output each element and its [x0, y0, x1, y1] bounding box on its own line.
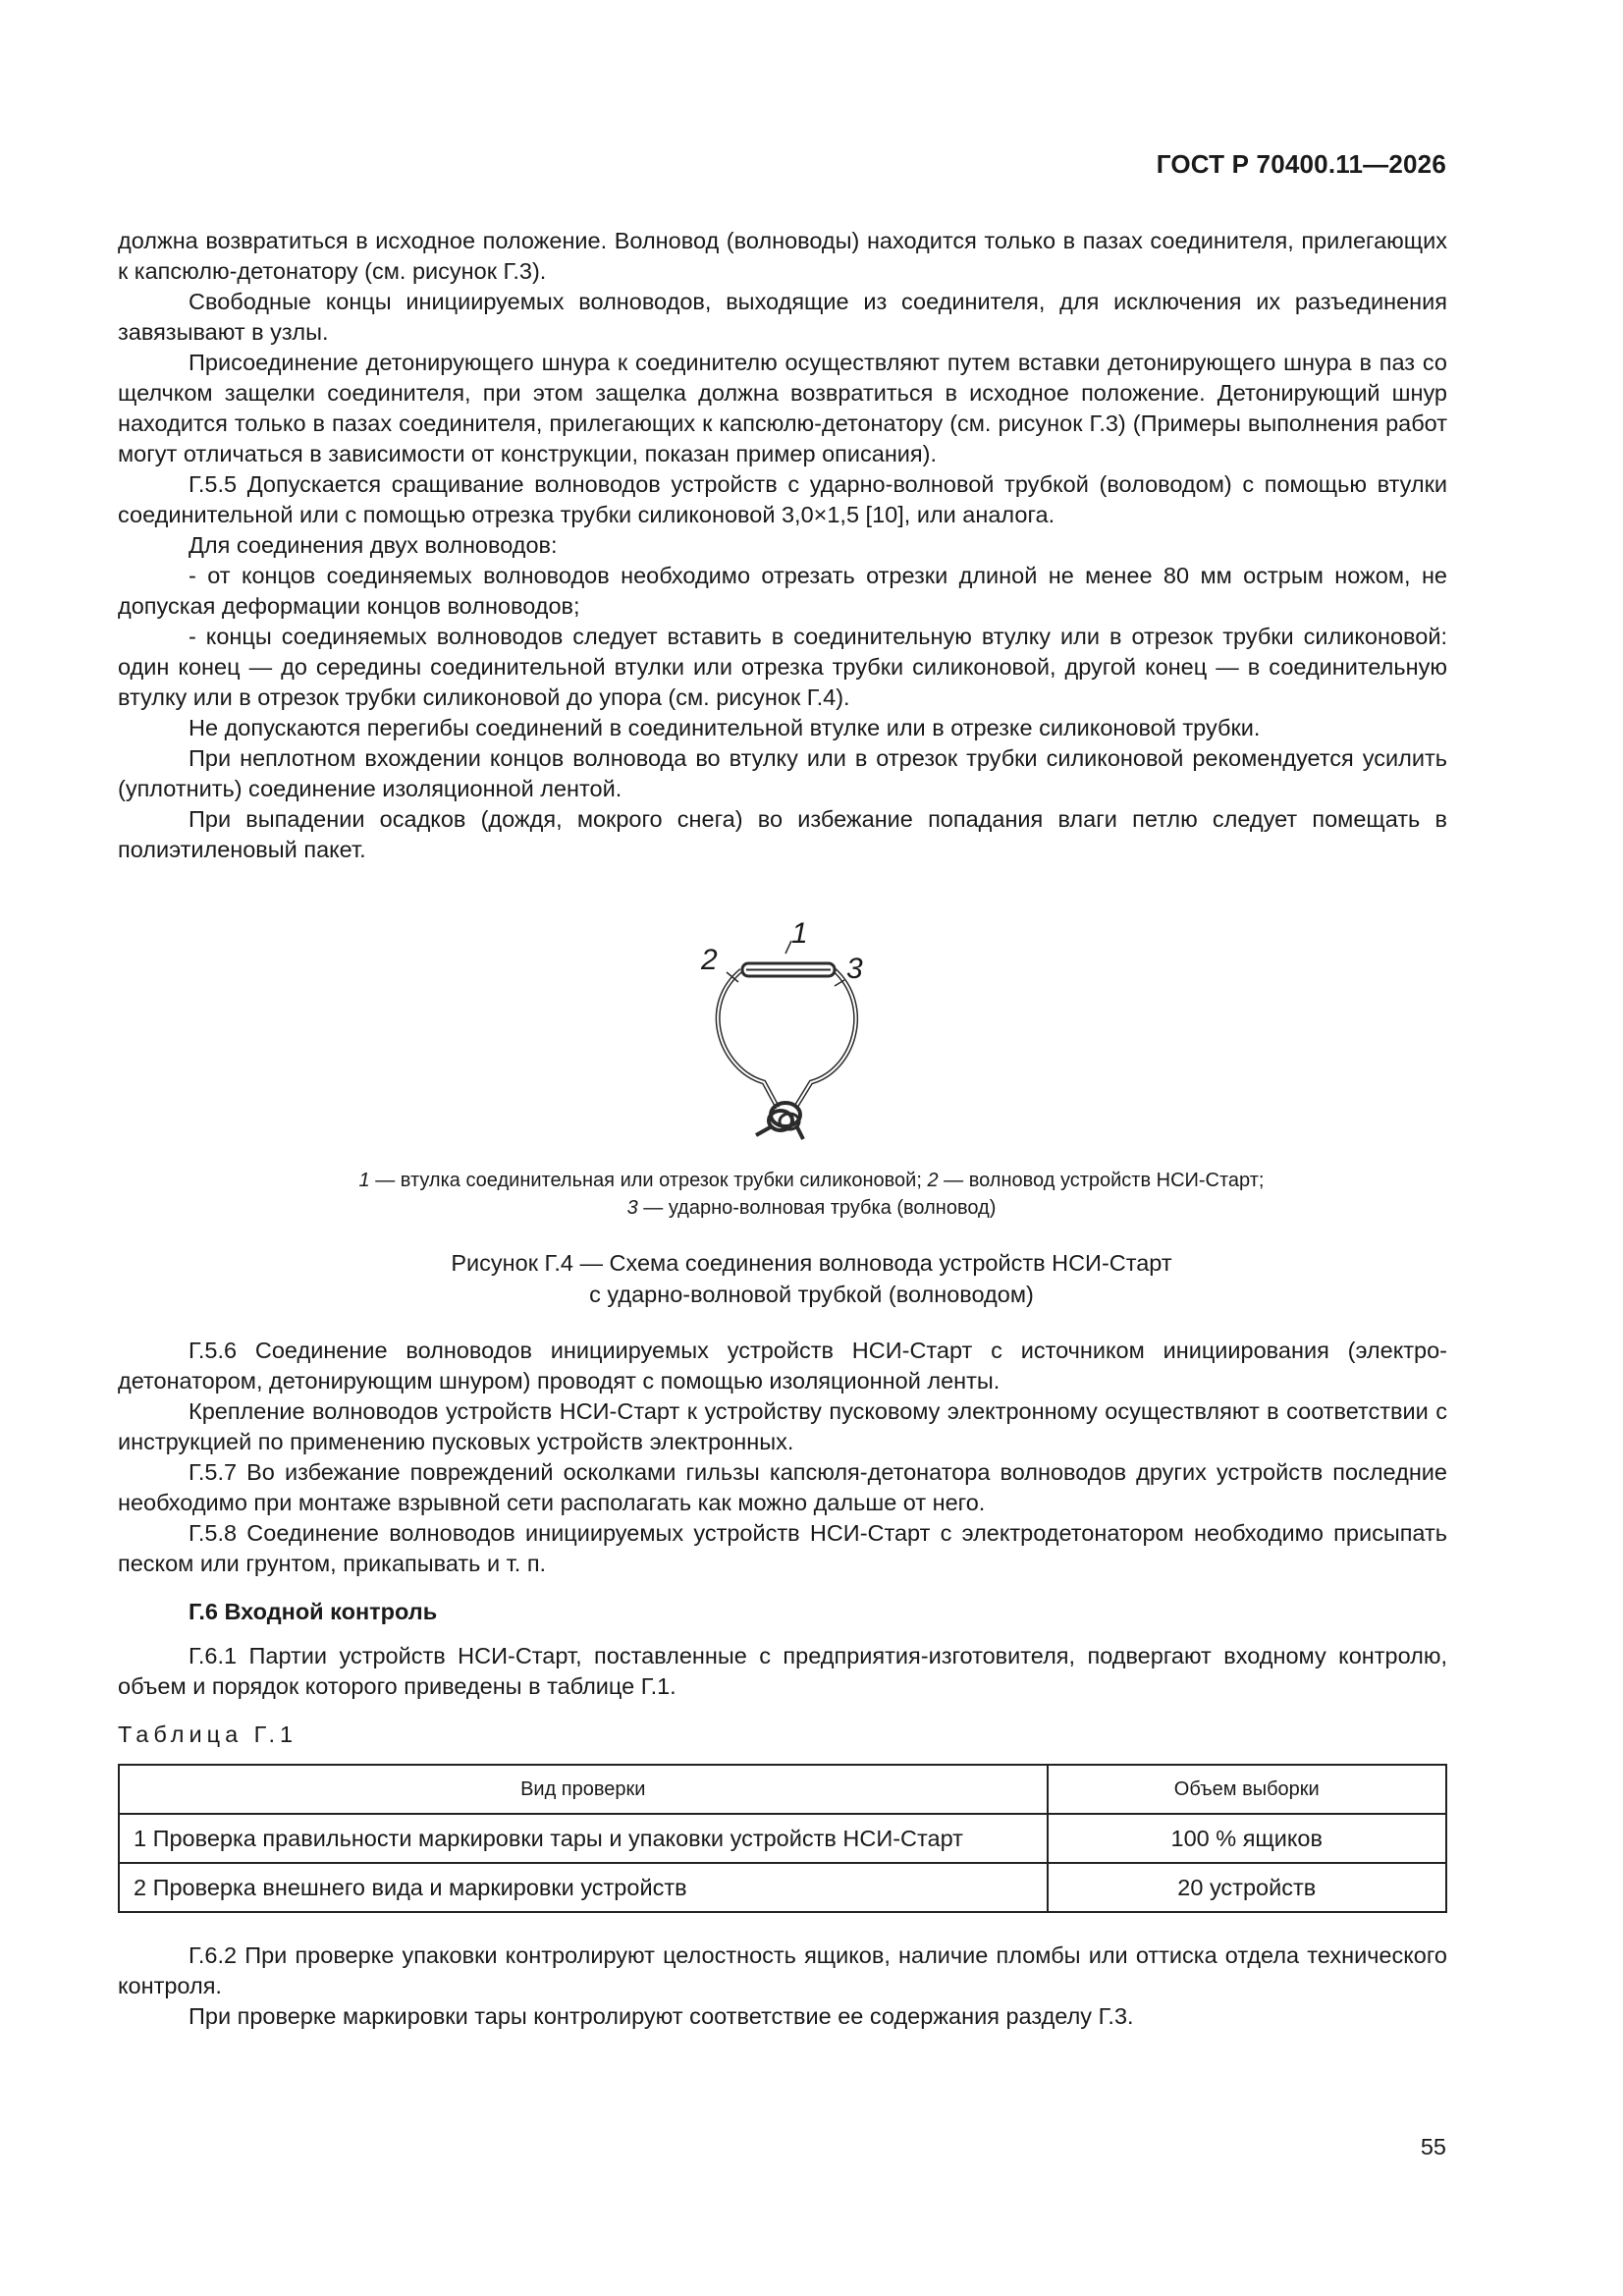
text-block-top — [118, 226, 1447, 865]
caption-line: Рисунок Г.4 — Схема соединения волновода устройств НСИ-Старт — [451, 1250, 1172, 1276]
section-heading: Г.6 Входной контроль — [189, 1599, 438, 1624]
paragraph: Крепление волноводов устройств НСИ-Старт к устройству пусковому электронному осуществляют в соответствии с инструкцией по применению пусковых устройств электронных. — [118, 1398, 1447, 1454]
legend-text: — ударно-волновая трубка (волновод) — [637, 1197, 997, 1219]
table-cell: 100 % ящиков — [1048, 1814, 1446, 1863]
paragraph: Свободные концы инициируемых волноводов, выходящие из соединителя, для исключения их разъединения завязывают в узлы. — [118, 289, 1447, 345]
paragraph: Г.5.8 Соединение волноводов инициируемых устройств НСИ-Старт с электродетонатором необходимо присыпать песком или грунтом, прикапывать и т. п. — [118, 1520, 1447, 1576]
text-block-middle — [118, 1336, 1447, 1702]
table-header-cell: Вид проверки — [119, 1765, 1048, 1814]
table-cell: 1 Проверка правильности маркировки тары и упаковки устройств НСИ-Старт — [119, 1814, 1048, 1863]
paragraph: должна возвратиться в исходное положение. Волновод (волноводы) находится только в пазах соединителя, прилегающих к капсюлю-детонатору (см. рисунок Г.3). — [118, 228, 1447, 284]
legend-text: — втулка соединительная или отрезок трубки силиконовой; — [369, 1170, 928, 1191]
caption-line: с ударно-волновой трубкой (волноводом) — [589, 1282, 1034, 1307]
table-row — [119, 1863, 1446, 1912]
table-g1 — [118, 1764, 1447, 1913]
legend-num: 2 — [927, 1170, 939, 1191]
label-2: 2 — [701, 944, 718, 976]
label-1: 1 — [791, 917, 808, 950]
legend-num: 3 — [626, 1197, 638, 1219]
label-3: 3 — [846, 953, 863, 985]
paragraph: Г.6.2 При проверке упаковки контролируют целостность ящиков, наличие пломбы или оттиска отдела технического контроля. — [118, 1942, 1447, 1998]
legend-num: 1 — [358, 1170, 370, 1191]
paragraph: Присоединение детонирующего шнура к соединителю осуществляют путем вставки детонирующего шнура в паз со щелчком защелки соединителя, при этом защелка должна возвратиться в исходное положение. Детонирующий шнур находится только в пазах соединителя, прилегающих к капсюлю-детонатору (см. рисунок Г.3) (Примеры выполнения работ могут отличаться в зависимости от конструкции, показан пример описания). — [118, 350, 1447, 466]
paragraph: Для соединения двух волноводов: — [189, 532, 558, 558]
paragraph: При неплотном вхождении концов волновода во втулку или в отрезок трубки силиконовой рекомендуется усилить (уплотнить) соединение изоляционной лентой. — [118, 745, 1447, 801]
paragraph: Г.5.6 Соединение волноводов инициируемых устройств НСИ-Старт с источником инициирования (электродетонатором, детонирующим шнуром) проводят с помощью изоляционной ленты. — [118, 1338, 1447, 1394]
figure-legend — [0, 1167, 1623, 1222]
document-number: ГОСТ Р 70400.11—2026 — [1156, 149, 1446, 179]
list-item: - концы соединяемых волноводов следует вставить в соединительную втулку или в отрезок трубки силиконовой: один конец — до середины соединительной втулки или отрезка трубки силиконовой, другой конец — в соединительную втулку или в отрезок трубки силиконовой до упора (см. рисунок Г.4). — [118, 624, 1447, 710]
table-header-row — [119, 1765, 1446, 1814]
page-number: 55 — [1420, 2134, 1446, 2159]
table-header-cell: Объем выборки — [1048, 1765, 1446, 1814]
paragraph: Не допускаются перегибы соединений в соединительной втулке или в отрезке силиконовой трубки. — [189, 715, 1261, 740]
table-row — [119, 1814, 1446, 1863]
table-cell: 20 устройств — [1048, 1863, 1446, 1912]
figure-caption — [0, 1247, 1623, 1310]
list-item: - от концов соединяемых волноводов необходимо отрезать отрезки длиной не менее 80 мм острым ножом, не допуская деформации концов волноводов; — [118, 563, 1447, 619]
text-block-bottom — [118, 1941, 1447, 2032]
table-label: Таблица Г.1 — [118, 1722, 298, 1747]
paragraph: При выпадении осадков (дождя, мокрого снега) во избежание попадания влаги петлю следует помещать в полиэтиленовый пакет. — [118, 806, 1447, 862]
table-cell: 2 Проверка внешнего вида и маркировки устройств — [119, 1863, 1048, 1912]
legend-text: — волновод устройств НСИ-Старт; — [938, 1170, 1265, 1191]
paragraph: Г.6.1 Партии устройств НСИ-Старт, поставленные с предприятия-изготовителя, подвергают входному контролю, объем и порядок которого приведены в таблице Г.1. — [118, 1643, 1447, 1699]
paragraph: При проверке маркировки тары контролируют соответствие ее содержания разделу Г.3. — [189, 2003, 1134, 2029]
paragraph: Г.5.5 Допускается сращивание волноводов устройств с ударно-волновой трубкой (воловодом) с помощью втулки соединительной или с помощью отрезка трубки силиконовой 3,0×1,5 [10], или аналога. — [118, 471, 1447, 527]
waveguide-loop-diagram — [687, 913, 943, 1149]
paragraph: Г.5.7 Во избежание повреждений осколками гильзы капсюля-детонатора волноводов других устройств последние необходимо при монтаже взрывной сети располагать как можно дальше от него. — [118, 1459, 1447, 1515]
knot — [756, 1103, 803, 1139]
